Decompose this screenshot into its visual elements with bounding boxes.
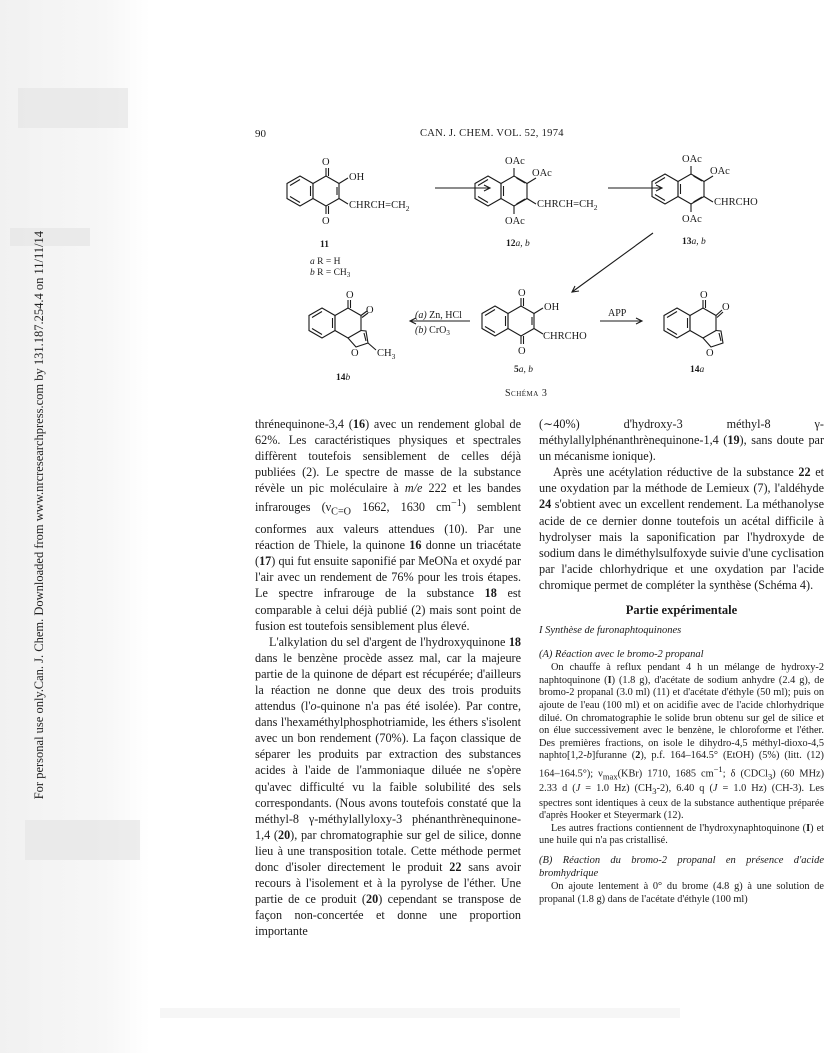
reagent-b: (b) CrO$_3$ <box>415 325 450 337</box>
label-o: O <box>346 290 354 301</box>
scan-smudge <box>18 88 128 128</box>
label-oh: OH <box>544 302 560 313</box>
compound-14b: 14b <box>336 373 351 383</box>
structure-5 <box>482 298 543 344</box>
label-oac: OAc <box>532 168 552 179</box>
label-oac: OAc <box>682 214 702 225</box>
label-oh: OH <box>349 172 365 183</box>
reaction-scheme <box>270 140 816 405</box>
scan-smudge <box>25 820 140 860</box>
download-note-line-1: Can. J. Chem. Downloaded from www.nrcresearchpress.com by 131.187.254.4 on 11/11/14 <box>31 230 46 689</box>
label-o: O <box>322 157 330 168</box>
label-o: O <box>351 348 359 359</box>
label-oac: OAc <box>505 216 525 227</box>
paragraph: Les autres fractions contiennent de l'hydroxynaphtoquinone (I) et une huile qui n'a pas cristallisé. <box>539 822 824 847</box>
paragraph: (∼40%) d'hydroxy-3 méthyl-8 γ-méthylallylphénanthrènequinone-1,4 (19), sans doute par un mécanisme ionique). <box>539 417 824 464</box>
compound-13: 13a, b <box>682 237 706 247</box>
running-head: CAN. J. CHEM. VOL. 52, 1974 <box>420 128 564 139</box>
label-o: O <box>700 290 708 301</box>
compound-12: 12a, b <box>506 239 530 249</box>
compound-5: 5a, b <box>514 365 533 375</box>
label-chain: $CHRCH=CH_2$ <box>537 199 598 212</box>
compound-14a: 14a <box>690 365 705 375</box>
procedure-b-heading: (B) Réaction du bromo-2 propanal en présence d'acide bromhydrique <box>539 855 824 880</box>
scan-smudge <box>10 228 90 246</box>
paragraph: thrénequinone-3,4 (16) avec un rendement global de 62%. Les caractéristiques physiques et spectrales diffèrent toutefois sensiblement de celles déjà publiées (2). Le spectre de masse de la substance révèle un pic moléculaire à m/e 222 et les bandes infrarouges ($\nu_{C=O}$ 1662, 1630 $cm^{-1}$) semblent conformes aux valeurs attendues (10). Par une réaction de Thiele, la quinone 16 donne un triacétate (17) qui fut ensuite saponifié par MeONa et oxydé par l'air avec un rendement de 76% pour les trois étapes. Le spectre infrarouge de la substance 18 est comparable à celui déjà publié (2) mais sont point de fusion est toutefois sensiblement plus élevé. <box>255 417 522 633</box>
section-title: Partie expérimentale <box>625 603 738 618</box>
reagent-a: (a) Zn, HCl <box>415 310 462 321</box>
scan-smudge <box>160 1008 680 1018</box>
download-note-line-2: For personal use only. <box>31 688 46 800</box>
label-o: O <box>366 305 374 316</box>
label-oac: OAc <box>505 156 525 167</box>
label-chain: CHRCHO <box>543 331 587 342</box>
label-oac: OAc <box>682 154 702 165</box>
reagent-app: APP <box>608 308 627 319</box>
label-chain: CHRCHO <box>714 197 758 208</box>
label-o: O <box>722 302 730 313</box>
label-ch3: $CH_3$ <box>377 348 396 361</box>
label-o: O <box>518 346 526 357</box>
compound-11: 11 <box>320 240 329 250</box>
legend-a: a R = H <box>310 257 341 267</box>
procedure-a-heading: (A) Réaction avec le bromo-2 propanal <box>539 649 704 661</box>
paragraph: L'alkylation du sel d'argent de l'hydroxyquinone 18 dans le benzène procède assez mal, car la majeure partie de la quinone de départ est récupérée; d'ailleurs la réaction ne donne que deux des trois produits attendus (l'o-quinone n'a pas été isolée). Par contre, dans l'hexaméthylphosphotriamide, les éthers s'isolent avec un bon rendement (70%). La façon classique de séparer les produits par extraction des substances acides à l'aide de l'ammoniaque diluée ne s'opère qu'avec difficulté vu la faible solubilité des sels correspondants. (Nous avons toutefois constaté que la méthyl-8 γ-méthylallyloxy-3 phénanthrènequinone-1,4 (20), par chromatographie sur gel de silice, donne lieu à une transposition totale. Cette méthode permet donc d'isoler directement le produit 22 sans avoir recours à l'isolement et à la pyrolyse de l'éther. Une partie de ce produit (20) cependant se transpose de façon non-concertée et donne une proportion importante <box>255 634 522 939</box>
download-note <box>8 230 70 800</box>
label-o: O <box>518 288 526 299</box>
subsection-title: I Synthèse de furonaphtoquinones <box>539 625 682 637</box>
label-chain: $CHRCH=CH_2$ <box>349 200 410 213</box>
paragraph: Après une acétylation réductive de la substance 22 et une oxydation par la méthode de Lemieux (7), l'aldéhyde 24 s'obtient avec un excellent rendement. La méthanolyse acide de ce dernier donne toutefois un acétal difficile à hydrolyser mais la saponification par l'hydroxyde de sodium dans le diméthylsulfoxyde suivie d'une cyclisation par l'acide chlorhydrique et une oxydation par l'acide chromique permet de compléter la synthèse (Schéma 4). <box>539 465 824 592</box>
legend-b: b $R = CH_3$ <box>310 268 351 279</box>
structure-11 <box>287 168 348 214</box>
paragraph: On chauffe à reflux pendant 4 h un mélange de hydroxy-2 naphtoquinone (I) (1.8 g), d'acétate de sodium anhydre (2.4 g), de bromo-2 propanal (3.0 ml) (11) et d'acétate d'éthyle (50 ml); puis on ajoute de l'eau (100 ml) et on acidifie avec de l'acide chlorhydrique dilué. On chromatographie le solide brun obtenu sur gel de silice et on élue successivement avec le benzène, le chloroforme et l'éther. Des premières fractions, on isole le dihydro-4,5 méthyl-dioxo-4,5 naphto[1,2-b]furanne (2), p.f. 164–164.5° (EtOH) (5%) (litt. (12) 164–164.5°); $\nu_{max}(KBr)$ 1710, 1685 $cm^{-1}$; δ (CDCl$_3$) (60 MHz) 2.33 d (J = 1.0 Hz) $(CH_3-2)$, 6.40 q (J = 1.0 Hz) (CH-3). Les spectres sont identiques à ceux de la substance authentique préparée d'après Hooker et Steyermark (12). <box>539 662 824 822</box>
label-o: O <box>322 216 330 227</box>
page-number: 90 <box>255 128 266 140</box>
label-oac: OAc <box>710 166 730 177</box>
paragraph: On ajoute lentement à 0° du brome (4.8 g) à une solution de propanal (1.8 g) dans de l'acétate d'éthyle (100 ml) <box>539 881 824 905</box>
right-column <box>539 416 824 906</box>
scheme-caption: Schéma 3 <box>505 388 548 399</box>
structure-14a <box>664 300 723 347</box>
label-o: O <box>706 348 714 359</box>
left-column <box>255 416 521 940</box>
